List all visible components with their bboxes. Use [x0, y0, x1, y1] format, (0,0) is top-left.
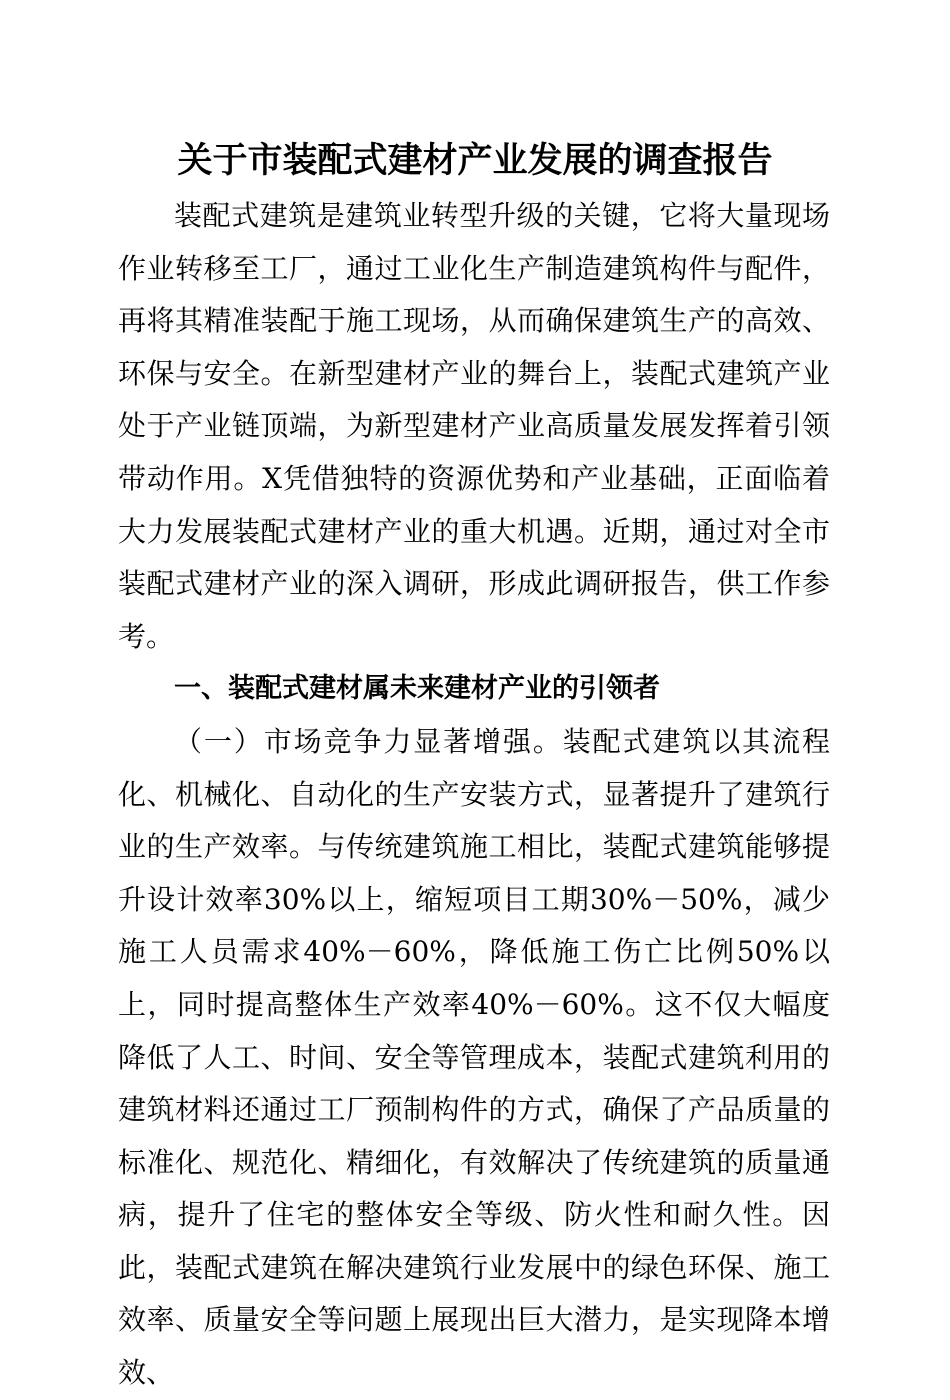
- subsection-paragraph: （一）市场竞争力显著增强。装配式建筑以其流程化、机械化、自动化的生产安装方式，显著提升了建筑行业的生产效率。与传统建筑施工相比，装配式建筑能够提升设计效率30%以上，缩短项目工期30%－50%，减少施工人员需求40%－60%，降低施工伤亡比例50%以上，同时提高整体生产效率40%－60%。这不仅大幅度降低了人工、时间、安全等管理成本，装配式建筑利用的建筑材料还通过工厂预制构件的方式，确保了产品质量的标准化、规范化、精细化，有效解决了传统建筑的质量通病，提升了住宅的整体安全等级、防火性和耐久性。因此，装配式建筑在解决建筑行业发展中的绿色环保、施工效率、质量安全等问题上展现出巨大潜力，是实现降本增效、: [118, 724, 830, 1390]
- section-heading: 一、装配式建材属未来建材产业的引领者: [174, 673, 660, 705]
- document-body: [118, 190, 830, 1400]
- intro-paragraph: 装配式建筑是建筑业转型升级的关键，它将大量现场作业转移至工厂，通过工业化生产制造建筑构件与配件，再将其精准装配于施工现场，从而确保建筑生产的高效、环保与安全。在新型建材产业的舞台上，装配式建筑产业处于产业链顶端，为新型建材产业高质量发展发挥着引领带动作用。X凭借独特的资源优势和产业基础，正面临着大力发展装配式建材产业的重大机遇。近期，通过对全市装配式建材产业的深入调研，形成此调研报告，供工作参考。: [118, 199, 830, 653]
- document-title: 关于市装配式建材产业发展的调查报告: [177, 140, 773, 181]
